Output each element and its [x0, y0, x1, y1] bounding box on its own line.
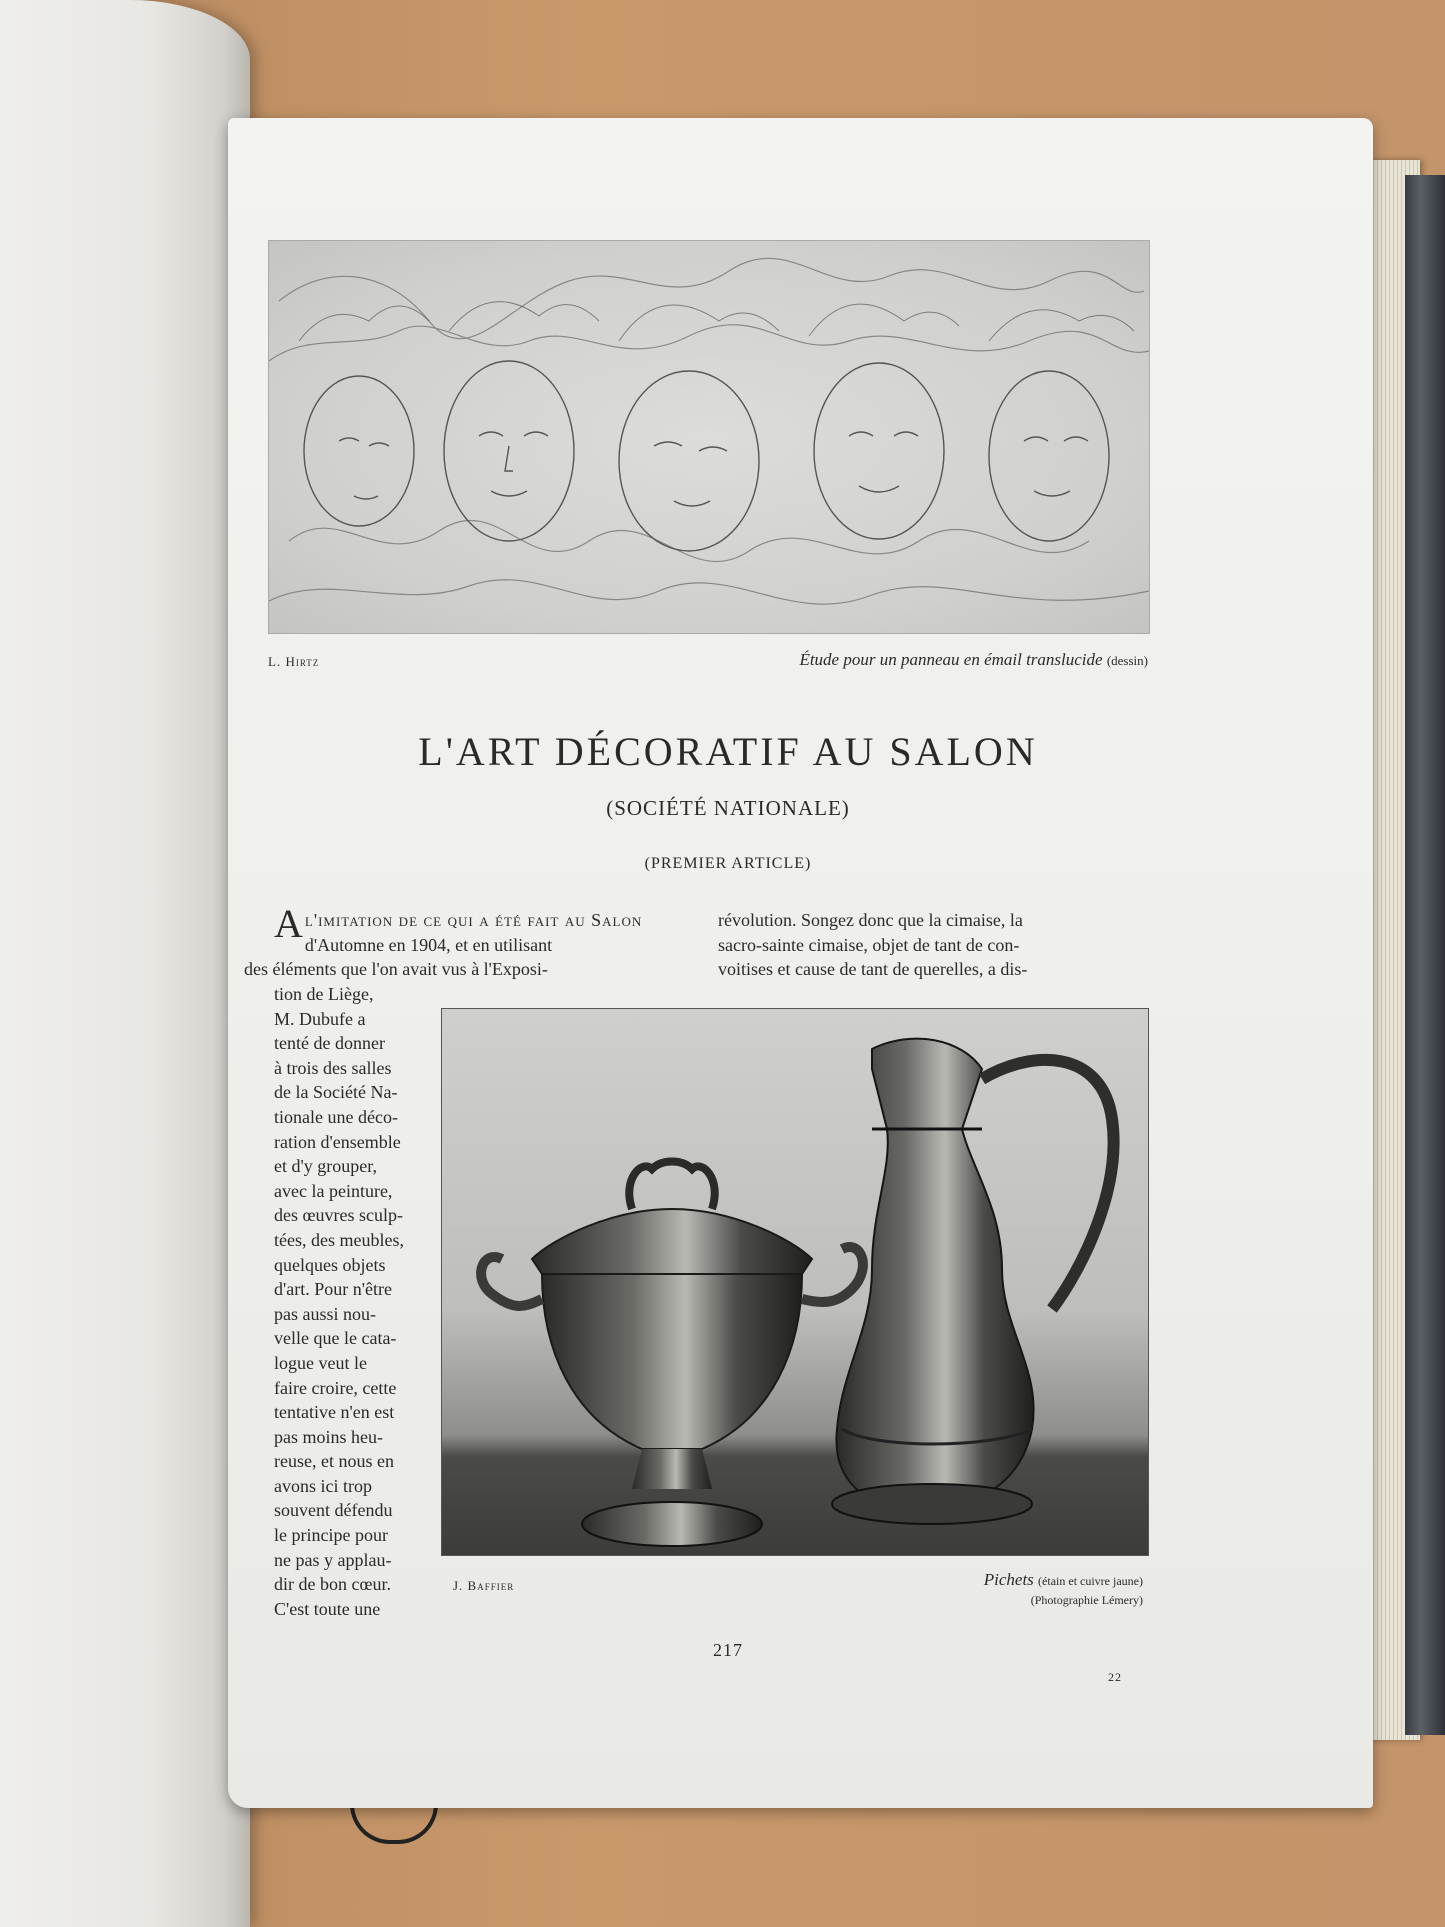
photo-caption-medium: (étain et cuivre jaune): [1038, 1574, 1143, 1588]
photo-photographer: (Photographie Lémery): [1030, 1593, 1143, 1607]
text-line: ration d'ensemble: [274, 1131, 401, 1152]
etching-caption-title: Étude pour un panneau en émail translucide: [799, 650, 1103, 669]
article-text-top: [244, 901, 684, 982]
text-line: d'Automne en 1904, et en utilisant: [304, 934, 553, 955]
pitchers-photo: [441, 1008, 1149, 1556]
text-line: velle que le cata-: [274, 1328, 397, 1349]
header-etching: [268, 240, 1150, 634]
text-line: ne pas y applau-: [274, 1549, 392, 1570]
photo-caption-title: Pichets: [983, 1570, 1034, 1589]
article-title: L'ART DÉCORATIF AU SALON: [418, 729, 1038, 774]
text-line: pas aussi nou-: [274, 1303, 376, 1324]
text-line: C'est toute une: [274, 1598, 381, 1619]
book-page: [228, 118, 1373, 1808]
signature-mark: 22: [1108, 1670, 1122, 1684]
article-part: (PREMIER ARTICLE): [644, 855, 812, 872]
text-line: logue veut le: [274, 1352, 367, 1373]
text-line: et d'y grouper,: [274, 1156, 377, 1177]
pitcher: [832, 1039, 1114, 1524]
text-line: avons ici trop: [274, 1475, 372, 1496]
text-line: reuse, et nous en: [274, 1451, 394, 1472]
text-line: l'imitation de ce qui a été fait au Salon: [304, 910, 643, 930]
etching-credit: L. Hirtz: [268, 654, 320, 669]
article-text-right: [718, 908, 1148, 982]
text-line: pas moins heu-: [274, 1426, 383, 1447]
article-subtitle: (SOCIÉTÉ NATIONALE): [606, 796, 850, 820]
left-page: [0, 0, 250, 1927]
text-line: des éléments que l'on avait vus à l'Exposi-: [244, 959, 548, 980]
text-line: tion de Liège,: [274, 984, 374, 1004]
text-line: faire croire, cette: [274, 1377, 397, 1398]
drop-cap: A: [274, 901, 303, 946]
text-line: tentative n'en est: [274, 1402, 395, 1423]
text-line: souvent défendu: [274, 1500, 393, 1521]
text-line: quelques objets: [274, 1254, 386, 1275]
text-line: le principe pour: [274, 1525, 388, 1546]
text-line: à trois des salles: [274, 1057, 392, 1078]
etching-drawing: [269, 241, 1149, 633]
text-line: sacro-sainte cimaise, objet de tant de con-: [718, 934, 1020, 955]
text-line: tenté de donner: [274, 1033, 385, 1054]
etching-caption-medium: (dessin): [1106, 653, 1148, 668]
etching-caption: [703, 650, 1148, 670]
text-line: avec la peinture,: [274, 1180, 393, 1201]
page-number: 217: [713, 1640, 743, 1660]
text-line: dir de bon cœur.: [274, 1574, 391, 1595]
book-cover: [1405, 175, 1445, 1735]
text-line: M. Dubufe a: [274, 1008, 366, 1029]
text-line: révolution. Songez donc que la cimaise, la: [718, 910, 1023, 930]
text-line: de la Société Na-: [274, 1082, 398, 1103]
pitchers-drawing: [442, 1009, 1148, 1555]
text-line: des œuvres sculp-: [274, 1205, 403, 1226]
photo-credit: J. Baffier: [453, 1578, 515, 1593]
photo-caption: [788, 1570, 1143, 1590]
tureen: [481, 1162, 863, 1547]
text-line: tées, des meubles,: [274, 1229, 404, 1250]
text-line: d'art. Pour n'être: [274, 1279, 392, 1300]
text-line: tionale une déco-: [274, 1106, 398, 1127]
text-line: voitises et cause de tant de querelles, a dis-: [718, 959, 1028, 980]
article-text-narrow: [274, 982, 439, 1621]
